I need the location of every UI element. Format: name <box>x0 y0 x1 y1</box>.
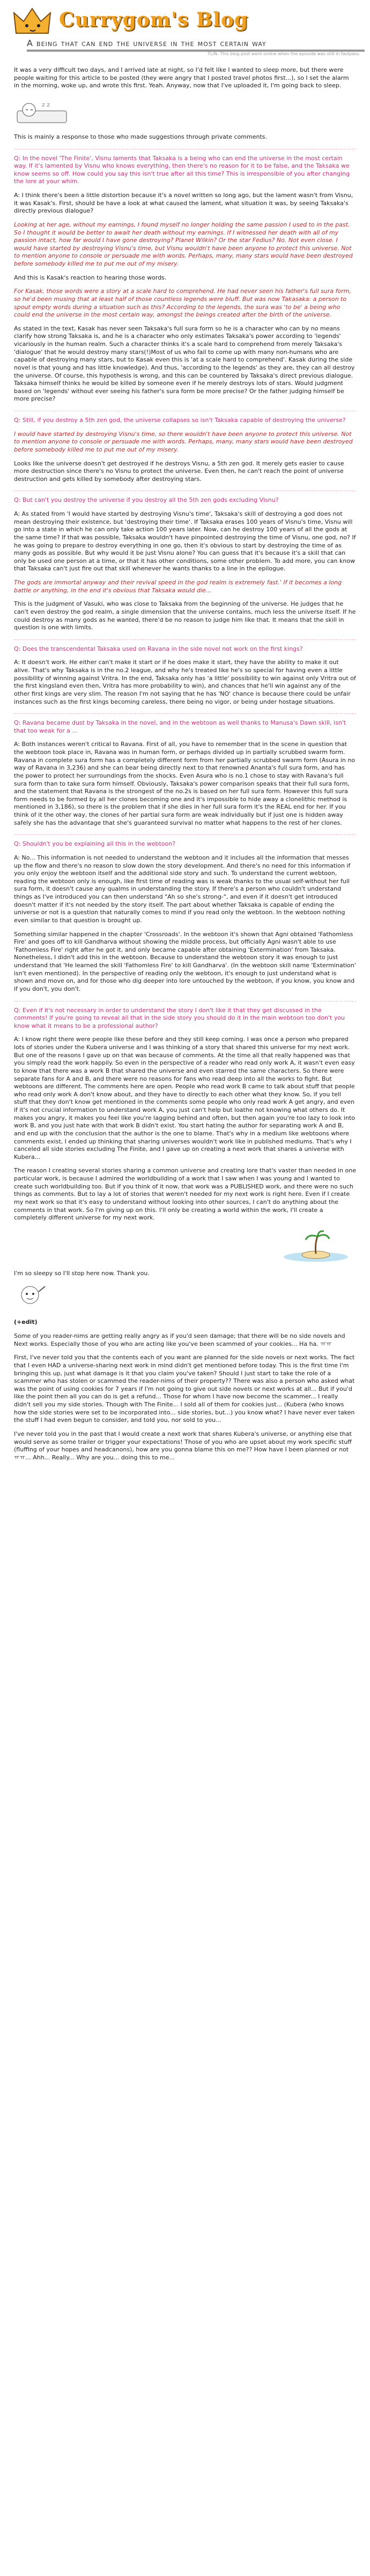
blog-header <box>0 0 370 59</box>
novel-quote: The gods are immortal anyway and their revival speed in the god realm is extremely fast.' If it becomes a long battle or anything, in the end it's obvious that Taksaka would die... <box>14 579 342 594</box>
answer-paragraph: A: It doesn't work. He either can't make it start or if he does make it start, they have the ability to make it out alive. That's why Taksaka is in the no.2 league, and why he's treated like he's so special for having even a little possibility of winning against Vritra. In the end, Taksaka only has 'a little' possibility to win against only Vritra out of the first kingsland even then, Vritra has more probability to win), and chances that he'll win against any of the other first kings are very slim. The reason I'm not saying that he has 'NO' chance is because there could be unfair instances such as the first kings becoming careless, there being no vigor, or being under hostage situations. <box>14 659 356 705</box>
edit-paragraph: I've never told you in the past that I would create a next work that shares Kubera's universe, or anything else that would serve as some trailer or trigger your expectations! Those of you who are upset about my work specific stuff (fluffing of your hopes and headcanons), how are you gonna blame this on me?? How have I been planned or not ㅠㅠ... Ahh... Really... Why are you... doing this to me... <box>14 1430 352 1461</box>
novel-quote: I would have started by destroying Visnu's time, so there wouldn't have been anyone to protect this universe. Not to mention anyone to console or persuade me with words. Perhaps, many, many stars would have been destroyed before somebody killed me to put me out of my misery. <box>14 430 353 453</box>
question: Q: Even if it's not necessary in order to understand the story I don't like it that they get discussed in the comments! If you're going to reveal all that in the side story you should do it in the main webtoon too don't you know what it means to be a professional author? <box>14 1006 345 1029</box>
section-divider <box>14 639 356 640</box>
sign-off: I'm so sleepy so I'll stop here now. Thank you. <box>14 1269 150 1277</box>
post-title: A being that can end the universe in the most certain way <box>27 37 365 51</box>
edit-heading: (+edit) <box>14 1319 38 1326</box>
novel-quote: For Kasak, those words were a story at a scale hard to comprehend. He had never seen his father's full sura form, so he'd been musing that at least half of those countless legends were bluff. But was now Takasaka: a person to spout empty words during a situation such as this? According to the legends, the sura was 'to be' a being who could end the universe in the most certain way, amongst the beings created after the birth of the universe. <box>14 288 351 319</box>
edit-paragraph: Some of you reader-nims are getting really angry as if you'd seen damage; that there will be no side novels and Next works. Especially those of you who are acting like you've been scammed of your cookies... Ha ha. ㅠㅠ <box>14 1332 345 1347</box>
section-divider <box>14 834 356 835</box>
novel-quote: Looking at her age, without my earnings, I found myself no longer holding the same passion I used to in the past. So I thought it would be better to await her death without my earnings. If I witnessed her death with all of my passion intact, how far would I have gone destroying? Planet Wilkin? Or the star Fedius? No. Not even close. I would have started by destroying Visnu's time, but Visnu wouldn't have been anyone to protect this universe. Not to mention anyone to console or persuade me with words. Perhaps, many, many stars would have been destroyed before somebody killed me to put me out of my misery. <box>14 221 353 267</box>
fox-icon <box>11 3 55 36</box>
section-divider <box>14 713 356 714</box>
question: Q: Shouldn't you be explaining all this in the webtoon? <box>14 840 176 848</box>
edit-paragraph: First, I've never told you that the contents each of you want are planned for the side novels or next works. The fact that I even HAD a universe-sharing next work in mind didn't get mentioned before today. This is the first time I'm bringing this up, just what damage is it that you claim you've taken? Should I just start to take the role of a scammer who has stolen or scammed the reader-nims of their property?? There was also a person who asked what was the point of using cookies for 7 years if I'm not going to give out side novels or next works at all... But if you'd like the point then all you can do is get a refund... Those for whom I have now become the scammer... I really didn't sell you my side stories. Though with The Finite... I sold all of them for cookies just... (Kubera (who knows how the side stories were set to be incorporated into... side stories, but...) you know what? I have never ever taken the stuff I had even begun to consider, and told you, nor sold to you... <box>14 1354 355 1424</box>
answer-paragraph: As stated in the text, Kasak has never seen Taksaka's full sura form so he is a character who can by no means clarify how strong Taksaka is, and he is a character who only estimates Taksaka's power according to 'legends' vicariously in the human realm. Such a character thinks it's a scale hard to comprehend from merely Taksaka's 'dialogue' that he would destroy many stars(!)Most of us who fail to come up with many non-humans who are capable of destroying many stars, but to Kasak even this is 'at a scale hard to comprehend'. Kasak during the side novel is that young and has little knowledge). And thus, 'according to the legends' as they are, they can all destroy the universe. Of course, this hypothesis is wrong, and this can be countered by Taksaka's direct previous dialogue. Taksaka himself thinks he would be killed by someone even if he merely destroys lots of stars. Would judgment based on 'legends' without ever seeing his father's sura form be more precise? Or the father judging himself be more precise? <box>14 325 355 403</box>
question: Q: Still, if you destroy a 5th zen god, the universe collapses so isn't Taksaka capable of destroying the universe? <box>14 417 346 424</box>
sleeping-character-doodle <box>14 96 73 127</box>
answer-paragraph: A: As stated from 'I would have started by destroying Visnu's time', Taksaka's skill of destroying a god does not mean destroying their existence, but 'destroying their time'. If Taksaka erases 100 years of Visnu's time, Visnu will go into a state in which he can only take action 100 years later. Now, can he destroy 100 years of all the gods at the same time? If that was possible, Taksaka wouldn't have pinpointed destroying the time of Visnu, one god, no? If he was going to prepare to destroy everything in one go, then it's obvious to start by destroying the time of as many gods as possible. But why would it be just Visnu alone? You can guess that it's because it's a skill that can only be used one person at a time, or that it has other conditions, some other problem. To add more, you can know that Taksaka can't just fire out that skill whenever he wants thanks to a line in the epilogue. <box>14 510 356 573</box>
intro-paragraph: It was a very difficult two days, and I arrived late at night, so I'd felt like I wanted to sleep more, but there were people waiting for this article to be posted (they were angry that I posted travel photos first...), so I set the alarm in the morning, woke up, and wrote this first. Yeah. Anyway, now that I've uploaded it, I'm going back to sleep. <box>14 66 349 89</box>
answer-paragraph: This is the judgment of Vasuki, who was close to Taksaka from the beginning of the universe. He judges that he can't even destroy the god realm, a single dimension that the universe contains, much less the universe itself. If he could destroy as many gods as he wanted, there'd be no reason to judge him like that. It means that the skill in question is one with limits. <box>14 600 356 631</box>
svg-text:z z: z z <box>42 101 50 108</box>
translator-note: TL/N: This blog post went online when the episode was still in fastpass. <box>208 51 360 56</box>
answer-paragraph: Looks like the universe doesn't get destroyed if he destroys Visnu, a 5th zen god. It merely gets easier to cause more destruction since there's no Visnu to protect the universe. Even then, he can't reach the point of universe destruction and gets killed by somebody after destroying stars. <box>14 460 344 483</box>
answer-paragraph: A: Both instances weren't critical to Ravana. First of all, you have to remember that in the scene in question that the webtoon took place in, Ravana was in human form, or perhaps divided up in partially scrubbed swarm form. Ravana in complete sura form has a completely different form from her partially scrubbed swarm form (Asura in no way of Ravana in 3,236) and she can bear being directly next to that renowned Ananta's full sura form, and has the power to protect her surroundings from the shocks. Even Asura who is no.1 chose to stay with Ravana's full sura form than to take sura form himself. Obviously, Taksaka's power comparison speaks that their full sura form, and the statement that Ravana is the strongest of the no.2s is based on her full sura form. However this full sura form needs to be formed by all her clones becoming one and it's impossible to hide away a clonelithic method is mentioned in 3,186), so there is the problem that if she dies in her full sura form it's the REAL end for her. If you think of it the other way, the clones of her partial sura form are weak individually but if just one is hidden away safely she has the advantage that she's guaranteed survival no matter what happens to the rest of her clones. <box>14 741 356 826</box>
answer-paragraph: A: I think there's been a little distortion because it's a novel written so long ago, but the lament wasn't from Visnu, it was Kasak's. First, should be have a look at what caused the lament, what situation it was, by seeing Taksaka's directly previous dialogue? <box>14 192 353 215</box>
answer-paragraph: A: I know right there were people like these before and they still keep coming. I was once a person who prepared lots of stories under the Kubera universe and I was thinking of a story that shared this universe for my next work. But one of the reasons I gave up on that was because of comments. At the time all that really happened was that you simply read the work happily. So even in the perspective of a reader who read only work A, it wasn't even easy to know that there was a work B that shared the universe and even starred the same characters. So there were separate fans for A and B, and there were no reasons for fans who read deep into all the works to fight. But webtoons are different. The comments here are open. People who read work B came to talk about stuff that people who read only work A don't know about, and they have to directly to each other what they know. So, if you tell stuff that they don't know get mentioned in the comments some people who only read work A get angry, and even if it's not crucial information to understand work A, you just can't help but loathe not knowing what others do. It makes you angry, it makes you feel like you're lagging behind and often, but then again you're too lazy to look into work B, and you just hate with that work B didn't exist. You start hating the author for separating work A and B, and end up with the conclusion that the author is the one to blame. That's why in a medium like webtoons where comments exist, I ended up thinking that sharing universes wouldn't work like in published mediums. That's why I canceled all side stories excluding The Finite, and I gave up on creating a next work that shares a universe with Kubera... <box>14 1036 355 1161</box>
question: Q: But can't you destroy the universe if you destroy all the 5th zen gods excluding Visnu? <box>14 496 279 504</box>
question: Q: In the novel 'The Finite', Visnu laments that Taksaka is a being who can end the universe in the most certain way. If it's lamented by Visnu who knows everything, then there's no reason for it to be false, and the Taksaka we know seems so off. How could you say this isn't true after all this time? This is irresponsible of you after changing the lore at your whim. <box>14 154 350 185</box>
question: Q: Does the transcendental Taksaka used on Ravana in the side novel not work on the first kings? <box>14 645 303 652</box>
blog-title: Currygom's Blog <box>59 9 249 31</box>
intro-paragraph: This is mainly a response to those who made suggestions through private comments. <box>14 133 268 140</box>
answer-paragraph: The reason I creating several stories sharing a common universe and creating lore that's vaster than needed in one particular work, is because I admired the worldbuilding of a work that I saw when I was young and I wanted to create such worldbuilding too. But if you think of it now, that work was a PUBLISHED work, and there were no such things as comments. But to lay a lot of stories that weren't needed for my next work is right here. Even if I create my next work so that it's easy to understand without looking into other sources, I can't do anything about the comments in that work. So I'm giving up on this. I'll only be creating a world within the work, I'll create a completely different universe for my next work. <box>14 1167 356 1222</box>
question: Q: Ravana became dust by Taksaka in the novel, and in the webtoon as well thanks to Manusa's Dawn skill, isn't that too weak for a ... <box>14 719 346 734</box>
answer-paragraph: And this is Kasak's reaction to hearing those words. <box>14 274 167 281</box>
island-doodle <box>276 1228 356 1263</box>
answer-paragraph: Something similar happened in the chapter 'Crossroads'. In the webtoon it's shown that Agni obtained 'Fathomless Fire' and goes off to kill Gandharva without showing the middle process, but officially Agni wasn't able to use 'Fathomless Fire' right after he got it, and only became capable after obtaining 'Extermination' from Taksaka. Nonetheless, I didn't add this in the webtoon. Because to understand the webtoon story it was enough to just understand that 'He learned the skill 'Fathomless Fire' to kill Gandharva'. (In the webtoon skill name 'Extermination' isn't even mentioned). In the perspective of reading only the webtoon, it's enough to just understand what is shown and move on, and for those who dig deeper into lore untouched by the webtoon, if you know, you know and if you don't, you don't. <box>14 930 356 992</box>
waving-character-doodle <box>14 1283 48 1311</box>
post-body <box>14 66 356 1467</box>
answer-paragraph: A: No... This information is not needed to understand the webtoon and it includes all the information that messes up the flow and there's no reason to slow down the story development. And there's no need for this information if you only enjoy the webtoon itself and the additional side story and such. To understand the current webtoon, reading the webtoon only is enough, like first time of reading was is weak thanks to the usual self-without her full sura form, it doesn't cause any qualms in understanding the story. If there's a person who couldn't understand things as I've introduced you can then understand "Ah so she's strong-", and even if it doesn't get introduced doesn't matter if it's not needed by the story itself. The part about whether Taksaka is capable of ending the universe or not is a question that naturally comes to mind if you read only the webtoon. In the webtoon nothing even similar to that question is brought up. <box>14 854 351 924</box>
